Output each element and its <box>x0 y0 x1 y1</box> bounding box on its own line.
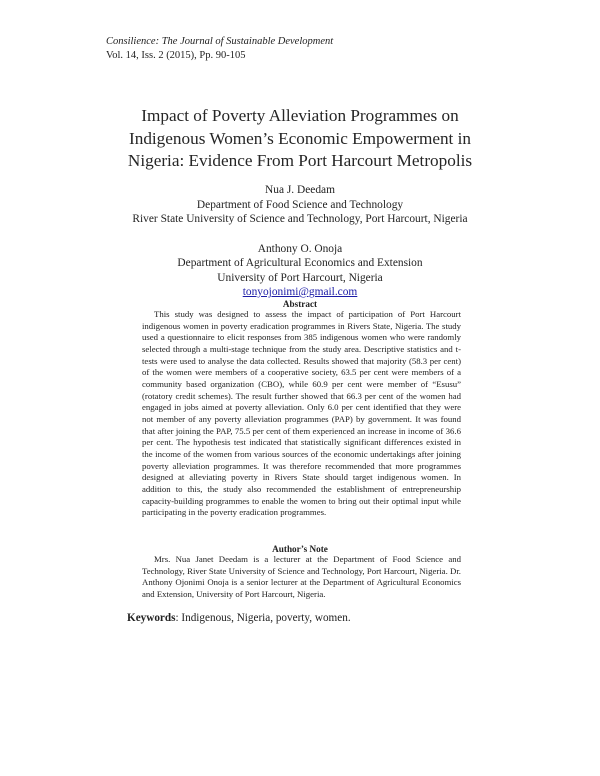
abstract-body <box>142 309 461 519</box>
author1-department: Department of Food Science and Technology <box>196 198 404 211</box>
abstract-text: This study was designed to assess the impact of participation of Port Harcourt indigenous women in poverty eradication programmes in Rivers State, Nigeria. The study used a questionnaire to elicit responses from 385 indigenous women who were randomly selected through a multi-stage technique from the study area. Descriptive statistics and t-tests were used to analyse the data collected. Results showed that majority (58.3 per cent) of the women were members of a cooperative society, 63.5 per cent were members of a community based organization (CBO), while 60.9 per cent were member of “Esusu” (rotatory credit schemes). The result further showed that 66.3 per cent of the women had engaged in jobs aimed at poverty alleviation. Only 6.0 per cent identified that they were not member of any poverty alleviation programmes (PAP) by government. It was found that after joining the PAP, 75.5 per cent of them experienced an increase in income of 36.6 per cent. The hypothesis test indicated that statistically significant differences existed in the income of the women from various sources of the economic undertakings after joining poverty alleviation programmes. It was therefore recommended that more programmes designed at alleviating poverty in Rivers State should target indigenous women. In addition to this, the study also recommended the establishment of entrepreneurship capacity-building programmes to enable the women to bring out their optimal input while participating in the poverty eradication programmes. <box>142 309 461 518</box>
author1-name: Nua J. Deedam <box>265 184 335 196</box>
title-line: Nigeria: Evidence From Port Harcourt Metropolis <box>127 151 473 170</box>
author1-institution: River State University of Science and Technology, Port Harcourt, Nigeria <box>132 213 468 225</box>
author2-institution: University of Port Harcourt, Nigeria <box>217 271 383 284</box>
author-block <box>40 183 560 300</box>
keywords-label: Keywords <box>127 612 176 624</box>
paper-title <box>60 105 540 173</box>
journal-volume: Vol. 14, Iss. 2 (2015), Pp. 90-105 <box>106 50 246 61</box>
title-line: Indigenous Women’s Economic Empowerment in <box>129 128 471 148</box>
authors-note-body <box>142 554 461 601</box>
authors-note-text: Mrs. Nua Janet Deedam is a lecturer at the Department of Food Science and Technology, River State University of Science and Technology, Port Harcourt, Nigeria. Dr. Anthony Ojonimi Onoja is a senior lecturer at the Department of Agricultural Economics and Extension, University of Port Harcourt, Nigeria. <box>142 554 461 599</box>
journal-header <box>106 35 333 63</box>
author2-email-link[interactable]: tonyojonimi@gmail.com <box>242 286 358 298</box>
author2-name: Anthony O. Onoja <box>257 242 343 255</box>
abstract-heading: Abstract <box>282 299 318 309</box>
author2-department: Department of Agricultural Economics and Extension <box>177 257 423 269</box>
title-line: Impact of Poverty Alleviation Programmes on <box>141 106 459 125</box>
keywords-text: : Indigenous, Nigeria, poverty, women. <box>175 612 351 624</box>
authors-note-heading: Author’s Note <box>272 544 328 554</box>
keywords-line <box>127 611 351 625</box>
journal-name: Consilience: The Journal of Sustainable Development <box>106 36 334 47</box>
